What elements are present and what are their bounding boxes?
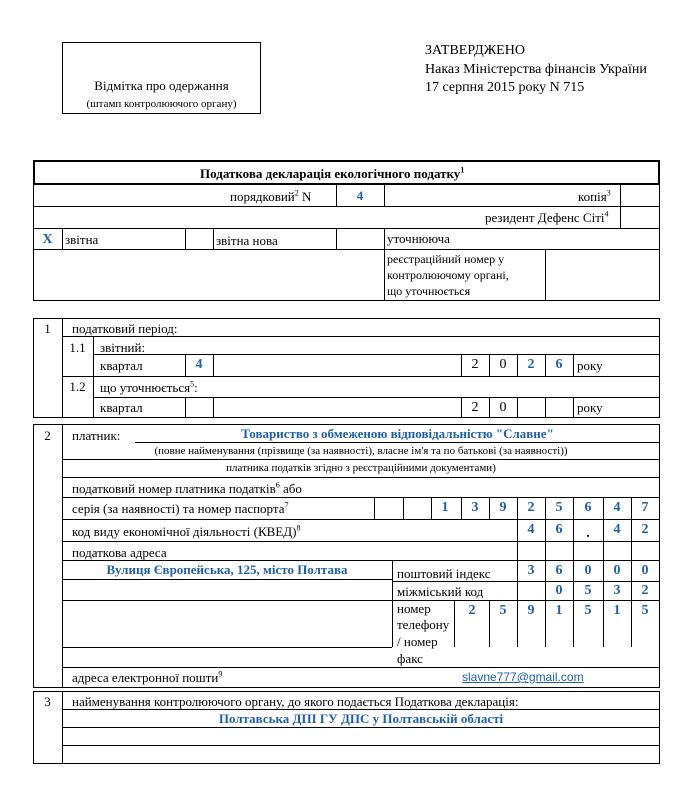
- tax-id-label: податковий номер платника податків$^6$ або: [72, 480, 302, 496]
- phone-digit[interactable]: 9: [527, 603, 535, 618]
- area-code-digit[interactable]: 2: [641, 583, 649, 598]
- phone-digit[interactable]: 5: [499, 603, 507, 618]
- year-label: року: [577, 358, 603, 373]
- declaration-title: Податкова декларація екологічного податку$^1$: [200, 165, 465, 181]
- tax-id-digit[interactable]: 5: [555, 500, 563, 515]
- r12-num: 1.2: [69, 379, 86, 394]
- kved-label: код виду економічної діяльності (КВЕД)$^8$: [72, 523, 301, 539]
- email-value[interactable]: slavne777@gmail.com: [462, 670, 584, 684]
- payer-note: (повне найменування (прізвище (за наявності), власне ім'я та по батькові (за наявності)): [154, 445, 568, 457]
- approval-date: 17 серпня 2015 року N 715: [425, 80, 585, 95]
- year-digit[interactable]: 2: [527, 357, 535, 372]
- payer-name[interactable]: Товариство з обмеженою відповідальністю "Славне": [241, 426, 554, 441]
- year2-digit[interactable]: 2: [471, 400, 479, 415]
- year-digit[interactable]: 0: [499, 357, 507, 372]
- phone-digit[interactable]: 2: [468, 603, 476, 618]
- phone-label-2: телефону: [397, 617, 450, 632]
- passport-label: серія (за наявності) та номер паспорта$^7$: [72, 500, 289, 516]
- reg-number-label-2: контролюючому органі,: [387, 268, 509, 282]
- postal-digit[interactable]: 6: [555, 563, 563, 578]
- year2-digit[interactable]: 0: [499, 400, 507, 415]
- reg-number-label-3: що уточнюється: [387, 284, 471, 298]
- approval-order: Наказ Міністерства фінансів України: [425, 62, 647, 77]
- postal-label: поштовий індекс: [397, 566, 491, 581]
- approval-title: ЗАТВЕРДЖЕНО: [425, 43, 525, 58]
- authority-name[interactable]: Полтавська ДПІ ГУ ДПС у Полтавській області: [218, 711, 504, 726]
- year2-label: року: [577, 400, 603, 415]
- phone-digit[interactable]: 5: [641, 603, 649, 618]
- tax-id-digit[interactable]: 2: [527, 500, 535, 515]
- stamp-label: Відмітка про одержання: [94, 78, 229, 93]
- tax-id-digit[interactable]: 9: [499, 500, 507, 515]
- tax-id-digit[interactable]: 3: [471, 500, 479, 515]
- postal-digit[interactable]: 0: [613, 563, 621, 578]
- copy-label: копія$^3$: [578, 188, 611, 204]
- phone-digit[interactable]: 1: [613, 603, 621, 618]
- address-label: податкова адреса: [72, 545, 167, 560]
- r11-num: 1.1: [69, 340, 86, 355]
- quarter-value[interactable]: 4: [195, 357, 203, 372]
- kved-digit[interactable]: 6: [555, 522, 563, 537]
- area-code-digit[interactable]: 0: [555, 583, 563, 598]
- report-type-clarify: уточнююча: [387, 231, 450, 246]
- ordinal-value[interactable]: 4: [356, 188, 364, 203]
- phone-label-3: / номер: [397, 634, 438, 649]
- area-code-label: міжміський код: [397, 584, 484, 599]
- phone-digit[interactable]: 1: [555, 603, 563, 618]
- section1-num: 1: [44, 321, 51, 336]
- report-type-mark[interactable]: X: [42, 232, 53, 247]
- phone-label-4: факс: [397, 651, 423, 666]
- kved-digit[interactable]: 4: [613, 522, 621, 537]
- quarter2-label: квартал: [100, 400, 143, 415]
- section1-title: податковий період:: [72, 321, 178, 336]
- stamp-sublabel: (штамп контролюючого органу): [86, 98, 237, 110]
- payer-label: платник:: [72, 428, 121, 443]
- postal-digit[interactable]: 0: [584, 563, 592, 578]
- section3-title: найменування контролюючого органу, до якого подається Податкова декларація:: [72, 694, 519, 709]
- section2-num: 2: [44, 428, 51, 443]
- year-digit[interactable]: 6: [555, 357, 563, 372]
- report-type-new: звітна нова: [216, 233, 278, 248]
- kved-digit[interactable]: 2: [641, 522, 649, 537]
- postal-digit[interactable]: 0: [641, 563, 649, 578]
- tax-id-digit[interactable]: 4: [613, 500, 621, 515]
- address-value[interactable]: Вулиця Європейська, 125, місто Полтава: [106, 562, 348, 577]
- reg-number-label-1: реєстраційний номер у: [387, 252, 505, 266]
- postal-digit[interactable]: 3: [527, 563, 535, 578]
- section3-num: 3: [44, 694, 51, 709]
- tax-id-digit[interactable]: 7: [641, 500, 649, 515]
- phone-label-1: номер: [397, 601, 431, 616]
- email-label: адреса електронної пошти$^9$: [72, 669, 223, 685]
- kved-digit[interactable]: 4: [527, 522, 535, 537]
- year-digit[interactable]: 2: [471, 357, 479, 372]
- r11-label: звітний:: [100, 340, 146, 355]
- tax-id-digit[interactable]: 1: [441, 500, 449, 515]
- r12-label: що уточнюється$^5$:: [100, 379, 198, 395]
- phone-digit[interactable]: 5: [584, 603, 592, 618]
- kved-dot: .: [586, 526, 590, 541]
- ordinal-label: порядковий$^2$ N: [230, 188, 312, 204]
- resident-label: резидент Дефенс Сіті$^4$: [485, 209, 609, 225]
- quarter-label: квартал: [100, 358, 143, 373]
- area-code-digit[interactable]: 5: [584, 583, 592, 598]
- area-code-digit[interactable]: 3: [613, 583, 621, 598]
- tax-id-digit[interactable]: 6: [584, 500, 592, 515]
- report-type-regular: звітна: [65, 232, 99, 247]
- payer-note-2: платника податків згідно з реєстраційними документами): [226, 462, 496, 474]
